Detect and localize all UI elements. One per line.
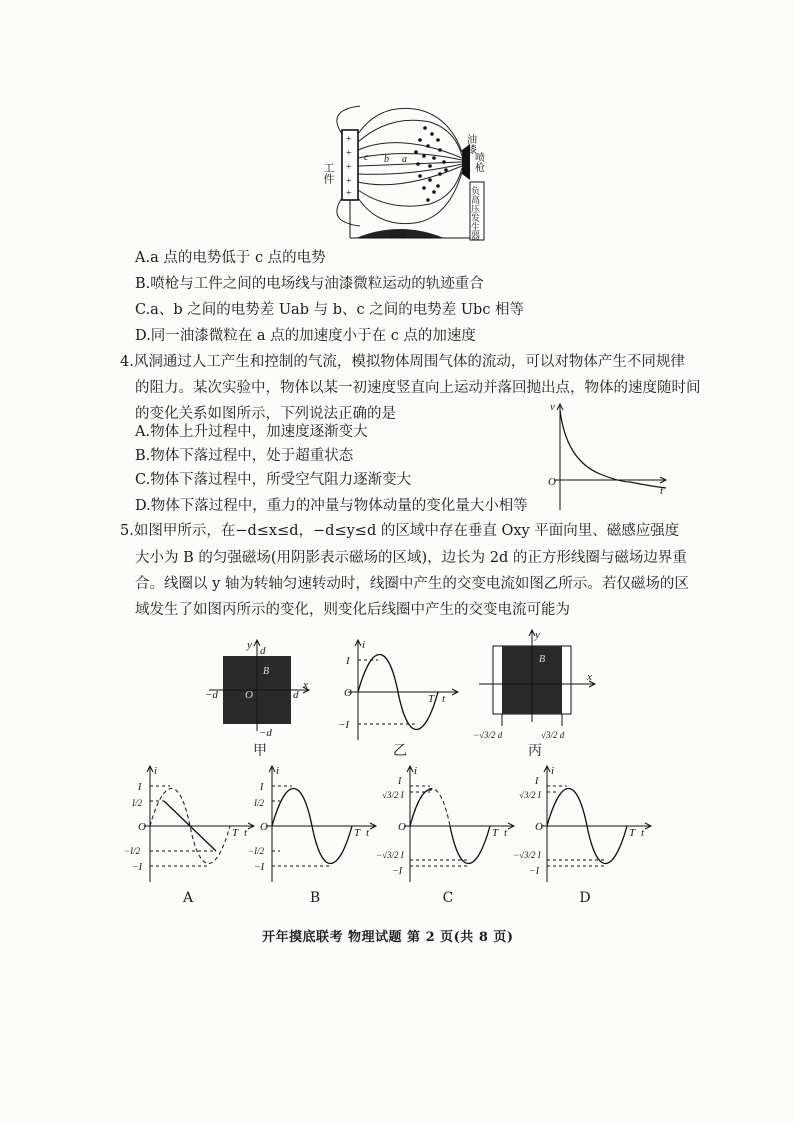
half-I-label: I/2 (132, 798, 142, 808)
q4-option-b: B.物体下落过程中，处于超重状态 (135, 448, 354, 464)
I-label: I (138, 782, 142, 793)
t-axis-label: t (442, 693, 446, 705)
neg-d-left-label: −d (205, 689, 218, 701)
q5-stem-line-1: 5.如图甲所示，在−d≤x≤d，−d≤y≤d 的区域中存在垂直 Oxy 平面向里、磁感应强度 (120, 523, 680, 539)
q5-stem-line-4: 域发生了如图丙所示的变化，则变化后线圈中产生的交变电流可能为 (135, 602, 570, 618)
field-b-label: B (263, 666, 270, 677)
neg-half-I-label: −I/2 (248, 846, 265, 856)
origin-label: O (344, 687, 352, 699)
origin-label: O (548, 476, 556, 488)
i-axis-label: i (276, 765, 280, 777)
figure-jia (205, 636, 315, 741)
neg-half-I-label: −I/2 (124, 846, 141, 856)
q3-option-b: B.喷枪与工件之间的电场线与油漆微粒运动的轨迹重合 (135, 276, 484, 292)
T-label: T (428, 693, 435, 705)
i-axis-label: i (414, 765, 418, 777)
t-axis-label: t (366, 827, 370, 839)
T-label: T (492, 827, 499, 839)
choice-d-graph (515, 762, 655, 884)
y-axis-label: y (535, 629, 540, 641)
ground-label: 接地 (390, 230, 406, 239)
choice-a-graph (120, 762, 260, 884)
I-label: I (535, 776, 539, 787)
t-axis-label: t (244, 827, 248, 839)
figure-yi-caption: 乙 (393, 743, 407, 759)
I-label: I (398, 776, 402, 787)
root3-half-I-label: √3/2 I (382, 790, 404, 800)
neg-I-label: −I (254, 862, 265, 873)
choice-b-graph (250, 762, 380, 884)
neg-I-label: −I (392, 866, 403, 877)
origin-label: O (260, 821, 268, 833)
t-axis-label: t (504, 827, 508, 839)
current-curve (450, 826, 490, 864)
point-b: b (384, 154, 389, 165)
point-a: a (402, 154, 407, 165)
q3-option-a: A.a 点的电势低于 c 点的电势 (135, 250, 326, 266)
figure-bing-caption: 丙 (528, 743, 542, 759)
y-axis-label: y (247, 639, 252, 651)
choice-c-graph (378, 762, 518, 884)
d-right-label: d (293, 689, 299, 701)
root3-half-I-label: √3/2 I (519, 790, 541, 800)
q4-option-a: A.物体上升过程中，加速度逐渐变大 (135, 424, 368, 440)
choice-b-label: B (309, 890, 321, 906)
generator-label: 负高压发生器 (470, 186, 480, 240)
figure-bing (475, 626, 600, 748)
origin-label: O (138, 821, 146, 833)
x-axis-label: x (587, 671, 592, 683)
paint-label: 油漆 (464, 134, 476, 154)
gun-label: 喷枪 (472, 152, 484, 172)
neg-I-label: −I (132, 862, 143, 873)
origin-label: O (535, 821, 543, 833)
velocity-curve (560, 410, 666, 488)
q3-option-d: D.同一油漆微粒在 a 点的加速度小于在 c 点的加速度 (135, 328, 476, 344)
i-axis-label: i (154, 765, 158, 777)
neg-I-label: −I (338, 719, 350, 731)
q4-stem-line-1: 4.风洞通过人工产生和控制的气流，模拟物体周围气体的流动，可以对物体产生不同规律 (120, 354, 685, 370)
neg-I-label: −I (529, 866, 540, 877)
t-axis-label: t (660, 485, 664, 497)
neg-root3-half-I-label: −√3/2 I (513, 850, 541, 860)
i-axis-label: i (362, 639, 366, 651)
I-label: I (346, 655, 350, 667)
plus-sign: + (346, 148, 352, 159)
q3-option-c: C.a、b 之间的电势差 Uab 与 b、c 之间的电势差 Ubc 相等 (135, 302, 525, 318)
plus-sign: + (346, 134, 352, 145)
q4-option-c: C.物体下落过程中，所受空气阻力逐渐变大 (135, 472, 412, 488)
x-axis-label: x (303, 679, 308, 691)
choice-a-label: A (182, 890, 194, 906)
neg-root3-half-d-label: −√3/2 d (473, 730, 503, 740)
plus-sign: + (346, 176, 352, 187)
spray-painting-figure (320, 100, 490, 242)
neg-d-bottom-label: −d (259, 727, 272, 739)
v-axis-label: v (550, 401, 555, 413)
origin-label: O (398, 821, 406, 833)
origin-label: O (245, 689, 253, 701)
plus-sign: + (346, 188, 352, 199)
plus-sign: + (346, 162, 352, 173)
paint-particles (414, 126, 448, 202)
q5-stem-line-3: 合。线圈以 y 轴为转轴匀速转动时，线圈中产生的交变电流如图乙所示。若仅磁场的区 (135, 576, 689, 592)
half-I-label: I/2 (254, 798, 264, 808)
point-c: c (364, 152, 369, 163)
neg-root3-half-I-label: −√3/2 I (376, 850, 404, 860)
T-label: T (232, 827, 239, 839)
field-b-label: B (539, 654, 546, 665)
page-footer: 开年摸底联考 物理试题 第 2 页(共 8 页) (262, 930, 514, 945)
I-label: I (260, 782, 264, 793)
root3-half-d-label: √3/2 d (541, 730, 565, 740)
q5-stem-line-2: 大小为 B 的匀强磁场(用阴影表示磁场的区域)，边长为 2d 的正方形线圈与磁场边界重 (135, 550, 687, 566)
velocity-time-graph (540, 400, 670, 515)
choice-c-label: C (442, 890, 454, 906)
i-axis-label: i (551, 765, 555, 777)
q4-stem-line-3: 的变化关系如图所示，下列说法正确的是 (135, 406, 396, 422)
figure-jia-caption: 甲 (253, 743, 267, 759)
q4-stem-line-2: 的阻力。某次实验中，物体以某一初速度竖直向上运动并落回抛出点，物体的速度随时间 (135, 380, 701, 396)
q4-option-d: D.物体下落过程中，重力的冲量与物体动量的变化量大小相等 (135, 498, 528, 514)
choice-d-label: D (579, 890, 591, 906)
T-label: T (629, 827, 636, 839)
d-top-label: d (260, 645, 266, 657)
workpiece-label: 工件 (322, 162, 334, 184)
T-label: T (354, 827, 361, 839)
t-axis-label: t (641, 827, 645, 839)
figure-yi (338, 636, 463, 746)
